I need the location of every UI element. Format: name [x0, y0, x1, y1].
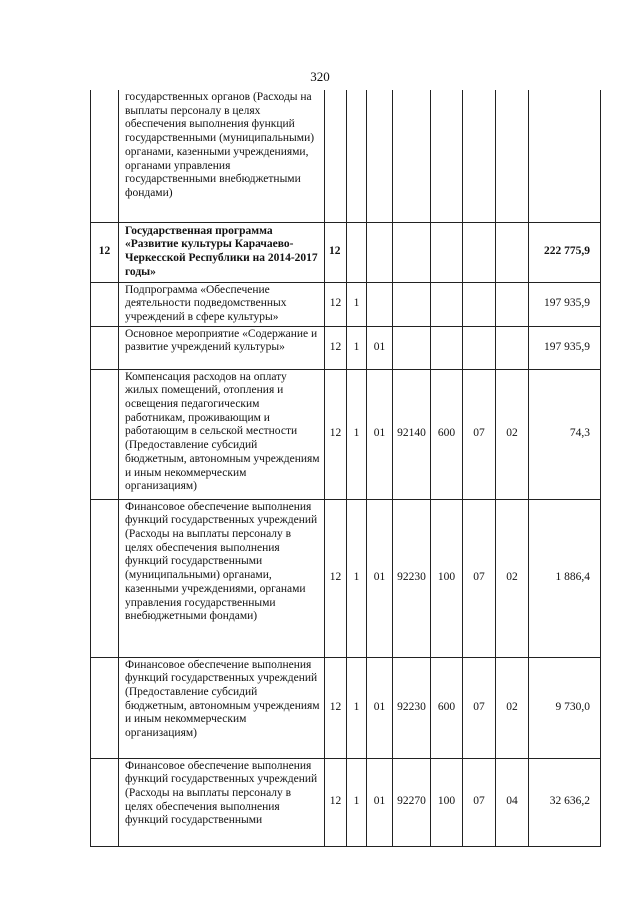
table-row [91, 499, 601, 657]
description-cell: Финансовое обеспечение выполнения функций государственных учреждений (Предоставление субсидий бюджетным, автономным учреждениям и иным некоммерческим организациям) [119, 657, 325, 758]
table-row [91, 282, 601, 326]
row-number-cell: 12 [91, 222, 119, 282]
code-cell [347, 222, 367, 282]
code-cell: 07 [463, 657, 496, 758]
code-cell: 100 [431, 499, 463, 657]
row-number-cell [91, 90, 119, 222]
code-cell: 1 [347, 657, 367, 758]
code-cell: 12 [325, 499, 347, 657]
table-row [91, 758, 601, 846]
code-cell: 1 [347, 282, 367, 326]
description-cell: Подпрограмма «Обеспечение деятельности подведомственных учреждений в сфере культуры» [119, 282, 325, 326]
description-cell: Финансовое обеспечение выполнения функций государственных учреждений (Расходы на выплаты персоналу в целях обеспечения выполнения функций государственными (муниципальными) органами, казенными учреждениями, органами управления государственными внебюджетными фондами) [119, 499, 325, 657]
code-cell: 01 [367, 499, 393, 657]
description-cell: государственных органов (Расходы на выплаты персоналу в целях обеспечения выполнения функций государственными (муниципальными) органами, казенными учреждениями, органами управления государственными внебюджетными фондами) [119, 90, 325, 222]
budget-table [90, 90, 601, 847]
table-row [91, 90, 601, 222]
code-cell: 02 [496, 369, 529, 499]
row-number-cell [91, 758, 119, 846]
code-cell [431, 326, 463, 369]
code-cell [496, 222, 529, 282]
code-cell: 07 [463, 499, 496, 657]
amount-cell [529, 90, 601, 222]
code-cell [463, 222, 496, 282]
row-number-cell [91, 282, 119, 326]
row-number-cell [91, 369, 119, 499]
code-cell: 12 [325, 657, 347, 758]
description-cell: Компенсация расходов на оплату жилых помещений, отопления и освещения педагогическим работникам, проживающим и работающим в сельской местности (Предоставление субсидий бюджетным, автономным учреждениям и иным некоммерческим организациям) [119, 369, 325, 499]
code-cell: 600 [431, 369, 463, 499]
code-cell [431, 222, 463, 282]
code-cell: 02 [496, 499, 529, 657]
code-cell [496, 282, 529, 326]
code-cell [347, 90, 367, 222]
page-number: 320 [310, 69, 330, 84]
code-cell: 04 [496, 758, 529, 846]
table-row [91, 222, 601, 282]
code-cell [431, 90, 463, 222]
description-cell: Финансовое обеспечение выполнения функций государственных учреждений (Расходы на выплаты персоналу в целях обеспечения выполнения функций государственными [119, 758, 325, 846]
code-cell: 01 [367, 758, 393, 846]
amount-cell: 222 775,9 [529, 222, 601, 282]
code-cell: 92230 [393, 657, 431, 758]
code-cell [463, 326, 496, 369]
code-cell: 07 [463, 369, 496, 499]
code-cell: 100 [431, 758, 463, 846]
amount-cell: 197 935,9 [529, 282, 601, 326]
code-cell: 1 [347, 326, 367, 369]
code-cell [463, 282, 496, 326]
row-number-cell [91, 657, 119, 758]
code-cell: 92140 [393, 369, 431, 499]
table-row [91, 657, 601, 758]
code-cell: 01 [367, 657, 393, 758]
amount-cell: 1 886,4 [529, 499, 601, 657]
code-cell: 07 [463, 758, 496, 846]
code-cell [393, 282, 431, 326]
code-cell [325, 90, 347, 222]
code-cell [367, 222, 393, 282]
code-cell: 1 [347, 758, 367, 846]
table-row [91, 369, 601, 499]
code-cell [393, 222, 431, 282]
code-cell: 01 [367, 369, 393, 499]
code-cell: 92270 [393, 758, 431, 846]
code-cell: 12 [325, 758, 347, 846]
code-cell [431, 282, 463, 326]
code-cell [496, 326, 529, 369]
code-cell: 92230 [393, 499, 431, 657]
code-cell [496, 90, 529, 222]
amount-cell: 32 636,2 [529, 758, 601, 846]
row-number-cell [91, 499, 119, 657]
code-cell: 12 [325, 282, 347, 326]
amount-cell: 197 935,9 [529, 326, 601, 369]
code-cell [393, 90, 431, 222]
code-cell [367, 90, 393, 222]
row-number-cell [91, 326, 119, 369]
amount-cell: 9 730,0 [529, 657, 601, 758]
code-cell: 02 [496, 657, 529, 758]
code-cell [393, 326, 431, 369]
code-cell: 01 [367, 326, 393, 369]
code-cell: 12 [325, 369, 347, 499]
code-cell: 600 [431, 657, 463, 758]
code-cell: 1 [347, 369, 367, 499]
code-cell: 1 [347, 499, 367, 657]
code-cell: 12 [325, 222, 347, 282]
amount-cell: 74,3 [529, 369, 601, 499]
description-cell: Основное мероприятие «Содержание и развитие учреждений культуры» [119, 326, 325, 369]
code-cell [367, 282, 393, 326]
code-cell: 12 [325, 326, 347, 369]
table-row [91, 326, 601, 369]
description-cell: Государственная программа «Развитие культуры Карачаево-Черкесской Республики на 2014-2017 годы» [119, 222, 325, 282]
code-cell [463, 90, 496, 222]
